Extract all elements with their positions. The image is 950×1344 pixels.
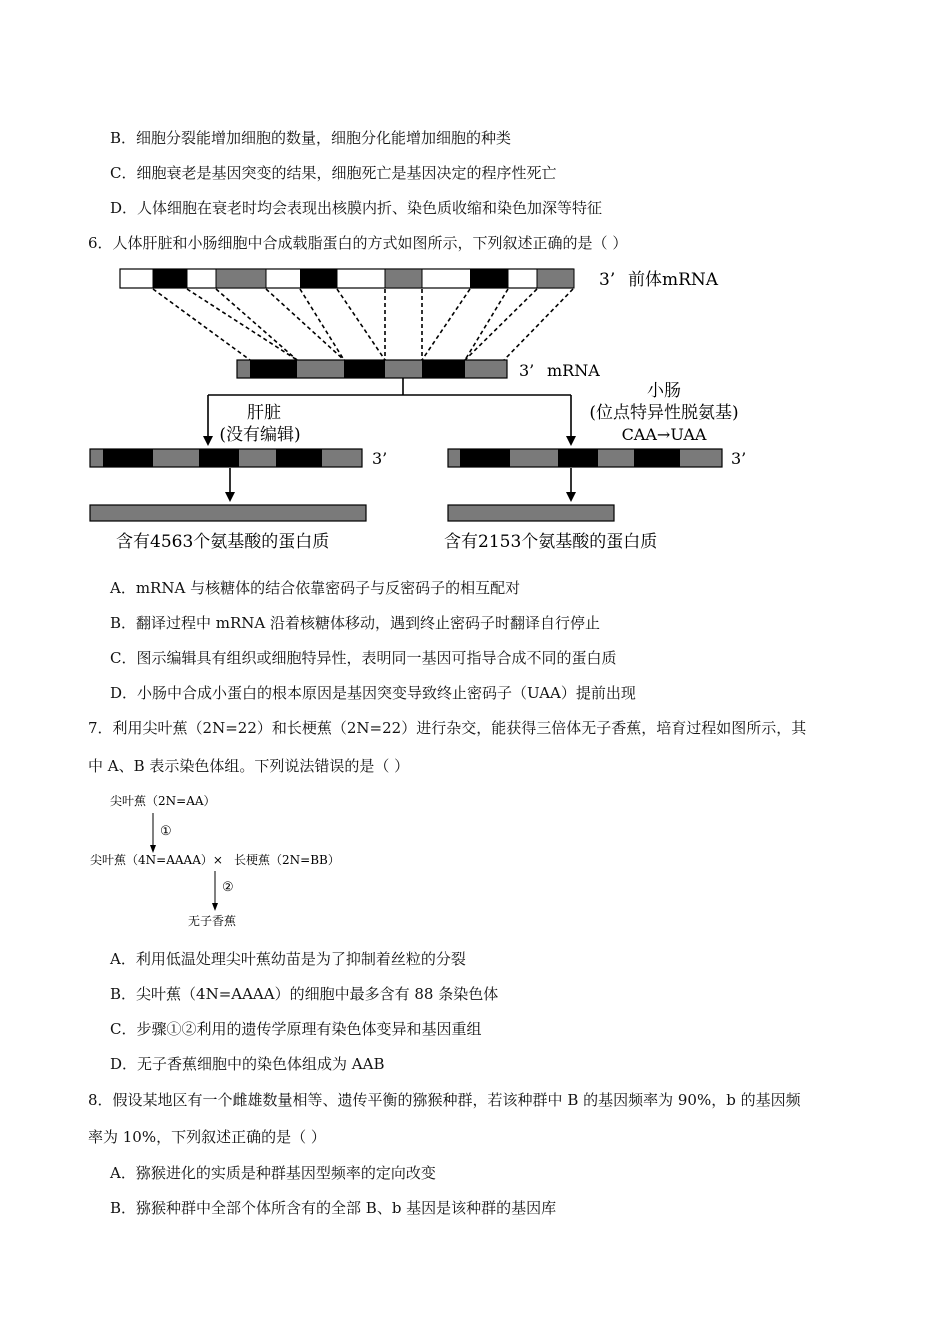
q5-option-d: D．人体细胞在衰老时均会表现出核膜内折、染色质收缩和染色加深等特征 bbox=[110, 199, 603, 217]
q8-option-a: A．猕猴进化的实质是种群基因型频率的定向改变 bbox=[110, 1164, 436, 1182]
intestine-3prime: 3’ bbox=[731, 449, 747, 468]
seedless-banana-label: 无子香蕉 bbox=[188, 914, 237, 928]
intestine-protein-bar bbox=[448, 505, 614, 521]
liver-3prime: 3’ bbox=[372, 449, 388, 468]
codon-edit-label: CAA→UAA bbox=[621, 425, 707, 444]
q5-option-c: C．细胞衰老是基因突变的结果，细胞死亡是基因决定的程序性死亡 bbox=[110, 164, 557, 182]
step-2-marker: ② bbox=[222, 880, 234, 895]
liver-no-edit-label: (没有编辑) bbox=[219, 425, 301, 445]
q7-figure bbox=[0, 785, 950, 935]
mature-mrna-strip bbox=[237, 360, 507, 378]
q7-stem-line1: 7．利用尖叶蕉（2N=22）和长梗蕉（2N=22）进行杂交，能获得三倍体无子香蕉，培育过程如图所示，其 bbox=[88, 719, 807, 737]
intestine-label: 小肠 bbox=[647, 381, 681, 401]
intestine-protein-label: 含有2153个氨基酸的蛋白质 bbox=[444, 532, 658, 552]
q7-option-c: C．步骤①②利用的遗传学原理有染色体变异和基因重组 bbox=[110, 1020, 482, 1038]
q6-stem: 6．人体肝脏和小肠细胞中合成载脂蛋白的方式如图所示，下列叙述正确的是（ ） bbox=[88, 234, 628, 252]
long-stalk-banana-label: 长梗蕉（2N=BB） bbox=[234, 853, 340, 867]
mrna-3prime: 3’ bbox=[519, 361, 535, 380]
liver-mrna-strip bbox=[90, 449, 362, 467]
liver-protein-bar bbox=[90, 505, 366, 521]
q7-option-b: B．尖叶蕉（4N=AAAA）的细胞中最多含有 88 条染色体 bbox=[110, 985, 499, 1003]
q6-option-a: A．mRNA 与核糖体的结合依靠密码子与反密码子的相互配对 bbox=[110, 579, 521, 597]
q5-option-b: B．细胞分裂能增加细胞的数量，细胞分化能增加细胞的种类 bbox=[110, 129, 512, 147]
tetraploid-parent-label: 尖叶蕉（4N=AAAA）× bbox=[90, 853, 223, 867]
q6-figure bbox=[0, 260, 950, 560]
pre-mrna-strip bbox=[120, 269, 574, 288]
diploid-parent-label: 尖叶蕉（2N=AA） bbox=[110, 794, 216, 808]
q7-option-a: A．利用低温处理尖叶蕉幼苗是为了抑制着丝粒的分裂 bbox=[110, 950, 466, 968]
q8-stem-line1: 8．假设某地区有一个雌雄数量相等、遗传平衡的猕猴种群，若该种群中 B 的基因频率为 90%，b 的基因频 bbox=[88, 1091, 801, 1109]
q6-option-c: C．图示编辑具有组织或细胞特异性，表明同一基因可指导合成不同的蛋白质 bbox=[110, 649, 617, 667]
q6-option-b: B．翻译过程中 mRNA 沿着核糖体移动，遇到终止密码子时翻译自行停止 bbox=[110, 614, 601, 632]
mrna-label: mRNA bbox=[547, 361, 600, 380]
pre-mrna-label: 前体mRNA bbox=[628, 270, 719, 290]
step-1-marker: ① bbox=[160, 824, 172, 839]
liver-protein-label: 含有4563个氨基酸的蛋白质 bbox=[116, 532, 330, 552]
splicing-lines bbox=[153, 289, 573, 360]
intestine-mrna-strip bbox=[448, 449, 722, 467]
pre-mrna-3prime: 3’ bbox=[599, 270, 616, 290]
intestine-deamination-label: (位点特异性脱氨基) bbox=[589, 403, 739, 423]
liver-label: 肝脏 bbox=[247, 403, 281, 423]
q7-stem-line2: 中 A、B 表示染色体组。下列说法错误的是（ ） bbox=[88, 757, 410, 775]
q8-stem-line2: 率为 10%，下列叙述正确的是（ ） bbox=[88, 1128, 326, 1146]
q8-option-b: B．猕猴种群中全部个体所含有的全部 B、b 基因是该种群的基因库 bbox=[110, 1199, 557, 1217]
q6-option-d: D．小肠中合成小蛋白的根本原因是基因突变导致终止密码子（UAA）提前出现 bbox=[110, 684, 636, 702]
q7-option-d: D．无子香蕉细胞中的染色体组成为 AAB bbox=[110, 1055, 385, 1073]
